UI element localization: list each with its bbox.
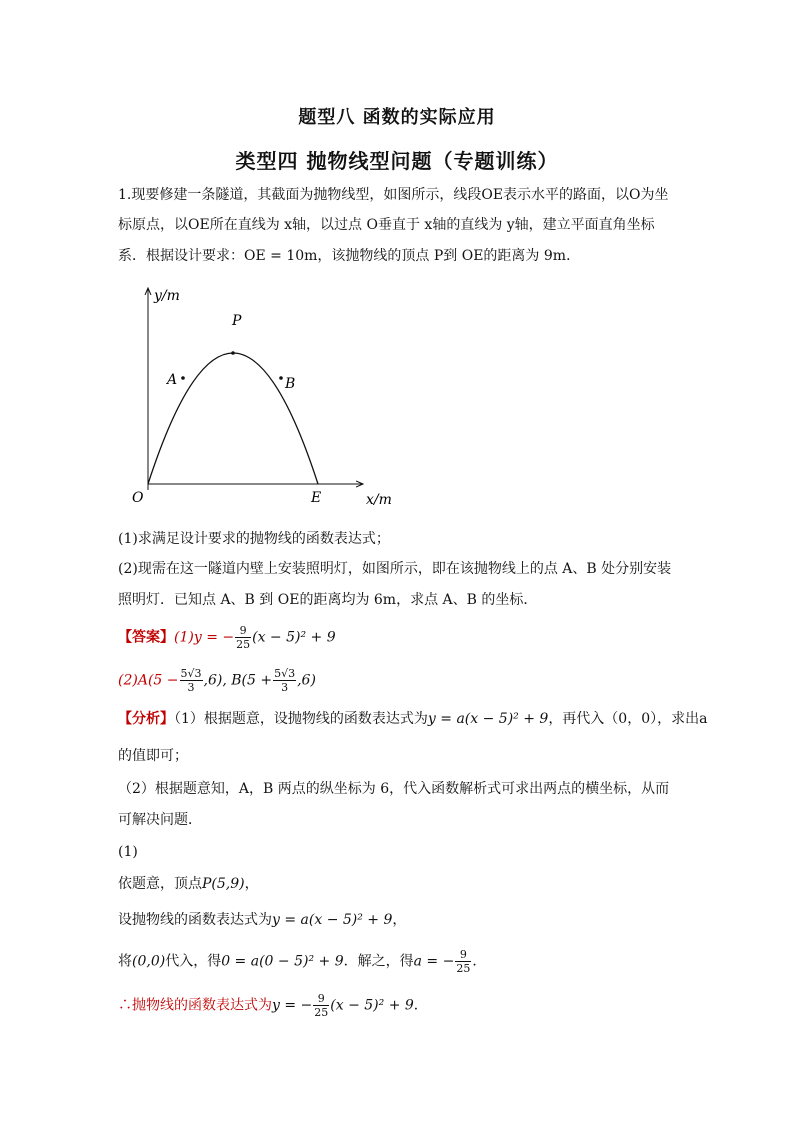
answer-2-fraction-b [273,667,296,694]
x-axis-label: x/m [366,492,392,508]
answer-line-2 [118,667,316,694]
question-2-line-2: 照明灯．已知点 A、B 到 OE的距离均为 6m，求点 A、B 的坐标． [118,592,538,608]
solution-1-math: P(5,9) [202,876,245,892]
solution-1-text: 依题意，顶点 [118,876,202,892]
solution-part-1: (1) [118,844,138,860]
solution-4-suffix: (x − 5)² + 9 [330,997,414,1014]
answer-2-num-b: 5√3 [274,667,296,680]
solution-2-math: y = a(x − 5)² + 9 [272,912,393,928]
solution-3-text-a: 将 [118,953,132,970]
analysis-text-1b: ，再代入（0，0），求出a [548,711,708,727]
question-1: (1)求满足设计要求的抛物线的函数表达式； [118,531,390,547]
answer-2-prefix: (2)A(5 − [118,672,179,689]
answer-tag: 【答案】 [118,629,174,646]
question-2-line-1: (2)现需在这一隧道内壁上安装照明灯，如图所示，即在该抛物线上的点 A、B 处分别安装 [118,561,672,577]
solution-4-num: 9 [313,992,329,1006]
analysis-text-1a: （1）根据题意，设抛物线的函数表达式为 [174,711,428,727]
solution-4-fraction [313,992,329,1019]
solution-2-end: ， [392,912,407,928]
point-B-label: B [285,376,296,392]
parabola-figure [118,280,408,520]
answer-1-suffix: (x − 5)² + 9 [252,629,336,646]
page-title: 题型八 函数的实际应用 [298,107,496,128]
answer-line-1 [118,624,336,651]
point-A-dot [181,376,185,380]
problem-line-3: 系．根据设计要求：OE = 10m，该抛物线的顶点 P到 OE的距离为 9m． [118,248,581,264]
problem-line-1: 1.现要修建一条隧道，其截面为抛物线型，如图所示，线段OE表示水平的路面，以O为坐 [118,187,669,203]
analysis-tag: 【分析】 [118,711,174,727]
solution-4-end: ． [413,997,428,1014]
solution-3-end: ． [472,953,487,970]
solution-3-text-b: 代入，得 [165,953,222,970]
answer-2-den-b: 3 [281,681,289,694]
answer-1-num: 9 [235,624,251,638]
solution-3-fraction [455,948,471,975]
problem-line-2: 标原点，以OE所在直线为 x轴，以过点 O垂直于 x轴的直线为 y轴，建立平面直角坐标 [118,217,655,233]
solution-line-1 [118,874,259,894]
point-B-dot [279,376,283,380]
answer-1-fraction [235,624,251,651]
page-subtitle: 类型四 抛物线型问题（专题训练） [235,149,559,173]
analysis-line-2: 的值即可； [118,748,188,764]
solution-2-text: 设抛物线的函数表达式为 [118,912,272,928]
answer-2-suffix: ,6) [297,672,316,689]
solution-line-3 [118,948,486,975]
answer-1-prefix: (1)y = − [174,629,235,646]
point-P-dot [231,351,235,355]
analysis-line-4: 可解决问题． [118,812,202,828]
point-P-label: P [232,313,242,329]
analysis-line-3: （2）根据题意知，A，B 两点的纵坐标为 6，代入函数解析式可求出两点的横坐标，从而 [118,781,670,797]
answer-2-fraction-a [180,667,203,694]
solution-4-math: y = − [272,997,313,1014]
y-axis-label: y/m [154,288,180,304]
solution-3-math-1: (0,0) [132,953,166,970]
origin-label: O [132,490,144,506]
analysis-formula: y = a(x − 5)² + 9 [427,711,549,727]
answer-1-den: 25 [236,638,251,651]
answer-2-mid: ,6), B(5 + [203,672,273,689]
point-A-label: A [167,372,178,388]
solution-3-num: 9 [455,948,471,962]
solution-1-end: ， [244,876,259,892]
answer-2-den-a: 3 [187,681,195,694]
answer-2-num-a: 5√3 [180,667,202,680]
solution-line-2 [118,910,406,930]
solution-line-4 [118,992,428,1019]
solution-4-text: ∴抛物线的函数表达式为 [118,997,272,1014]
analysis-line-1 [118,709,707,729]
solution-3-math-2: 0 = a(0 − 5)² + 9 [221,953,344,970]
solution-3-den: 25 [456,962,471,975]
point-E-label: E [311,490,322,506]
solution-3-math-3: a = − [413,953,455,970]
solution-4-den: 25 [314,1006,329,1019]
solution-3-text-c: ．解之，得 [343,953,414,970]
